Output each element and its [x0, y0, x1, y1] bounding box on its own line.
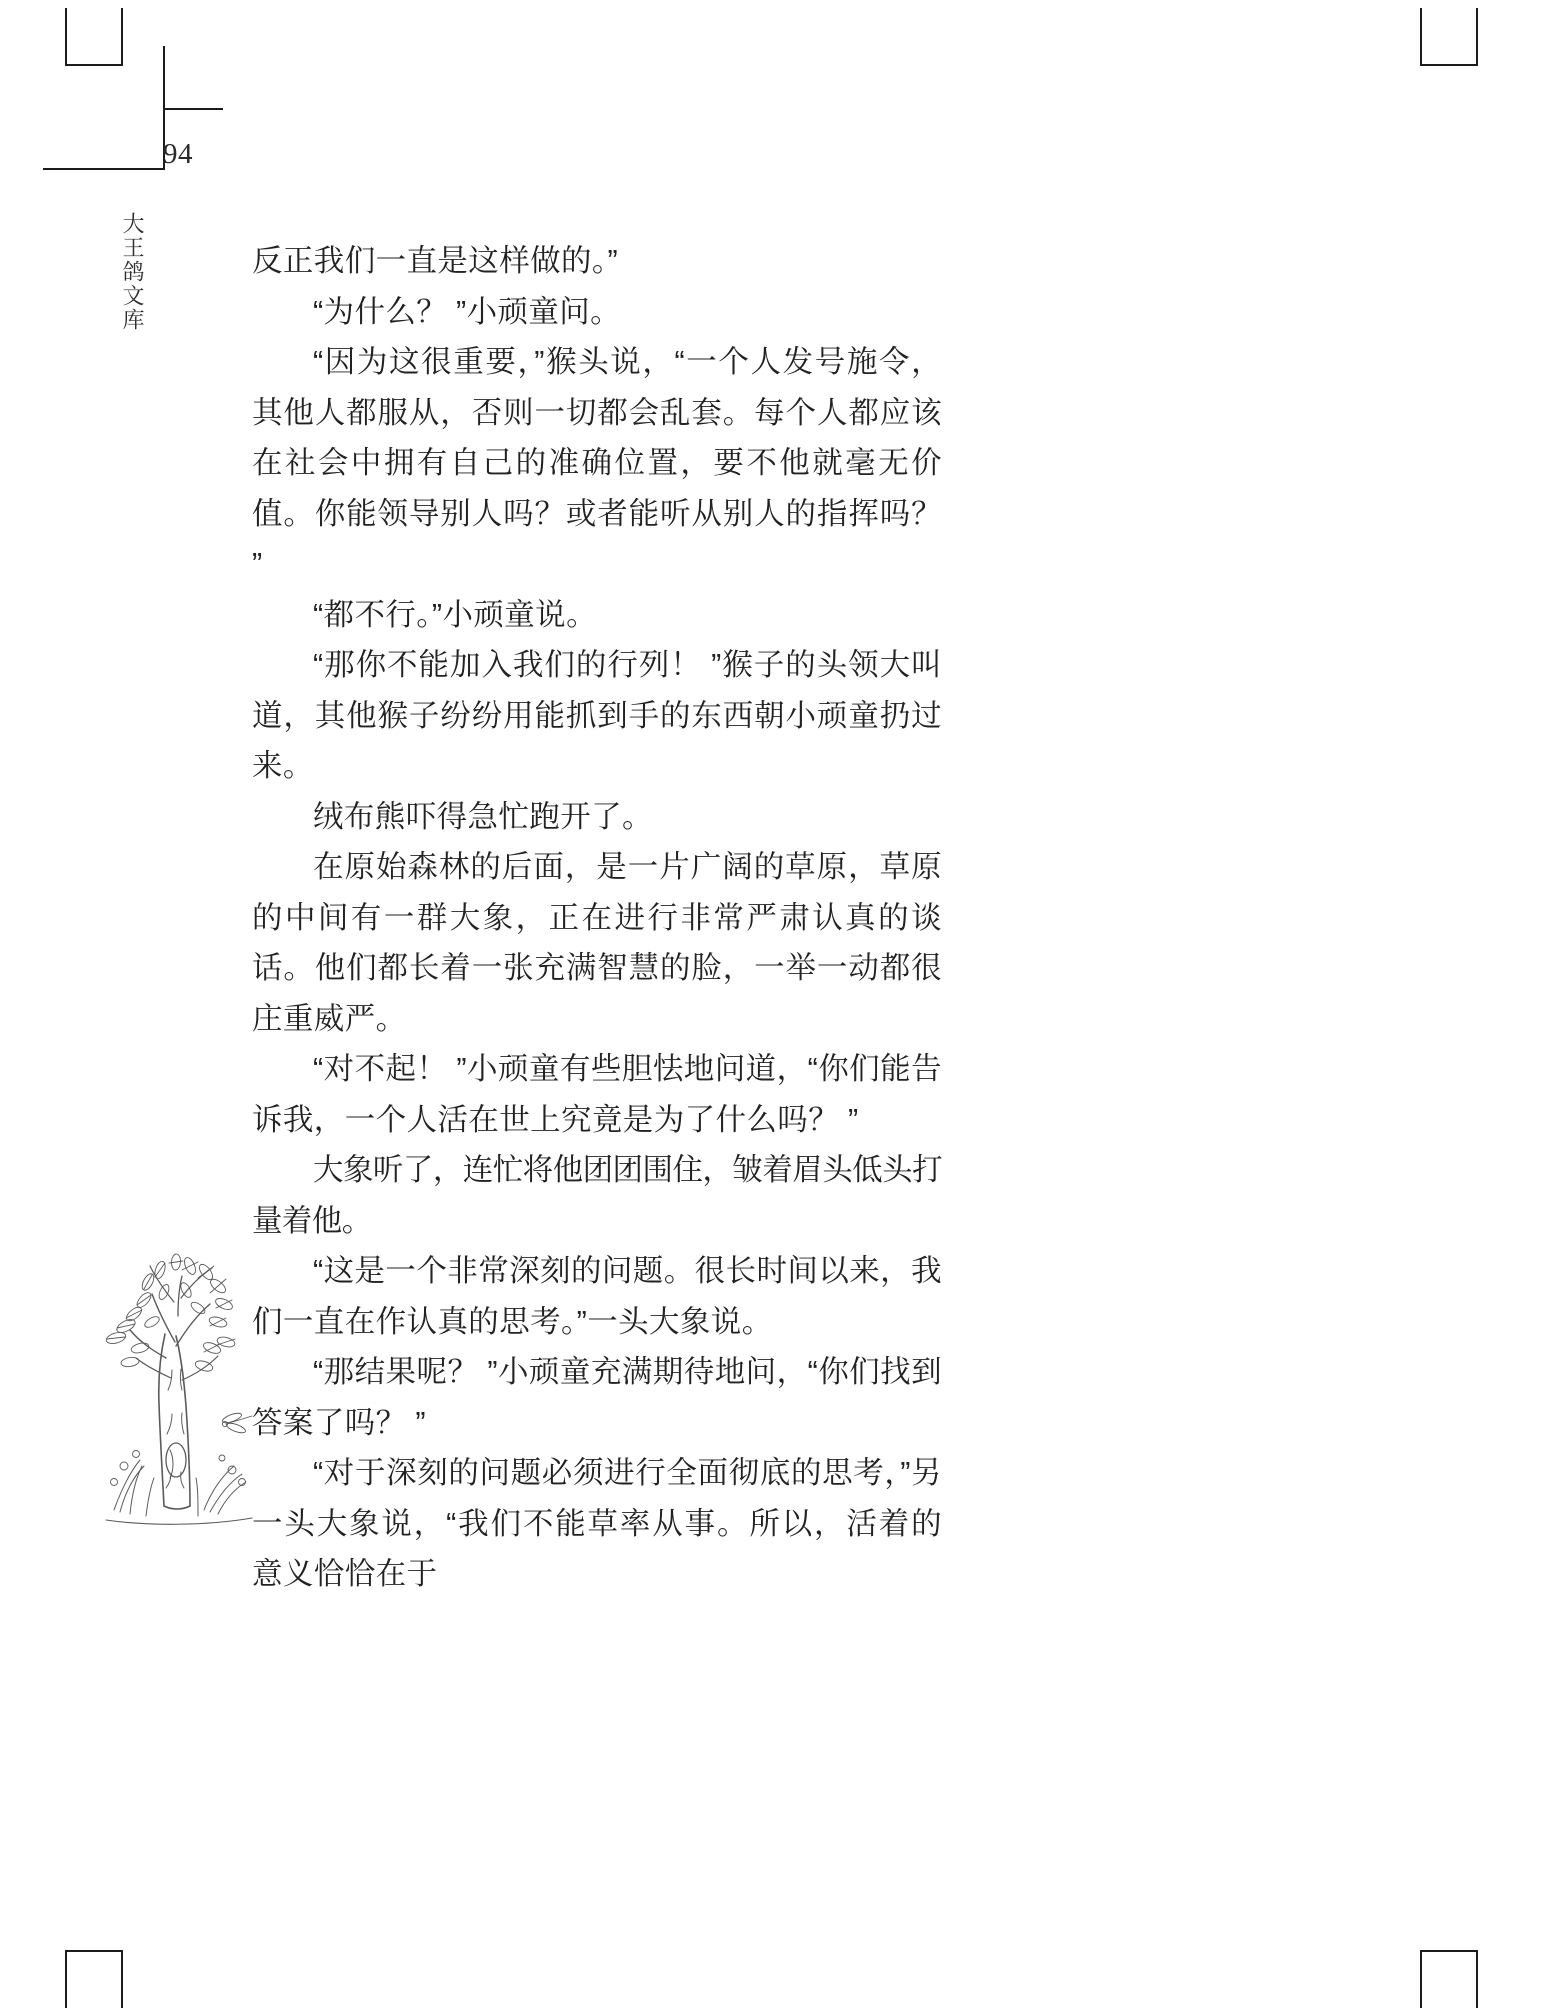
- crop-mark-bottom-left: [20, 1868, 200, 2008]
- paragraph: 绒布熊吓得急忙跑开了。: [313, 799, 653, 834]
- body-text-column: [252, 236, 942, 1600]
- paragraph: “都不行。”小顽童说。: [313, 597, 597, 632]
- paragraph: 在原始森林的后面，是一片广阔的草原，草原的中间有一群大象，正在进行非常严肃认真的谈话。他们都长着一张充满智慧的脸，一举一动都很庄重威严。: [252, 850, 942, 1036]
- paragraph: “为什么？ ”小顽童问。: [313, 294, 622, 329]
- tree-sketch-icon: [86, 1238, 276, 1538]
- dragonfly-icon: [221, 1411, 252, 1434]
- crop-mark-bottom-right: [1343, 1868, 1523, 2008]
- paragraph: “这是一个非常深刻的问题。很长时间以来，我们一直在作认真的思考。”一头大象说。: [252, 1254, 942, 1339]
- paragraph: “因为这很重要，”猴头说，“一个人发号施令，其他人都服从，否则一切都会乱套。每个人都应该在社会中拥有自己的准确位置，要不他就毫无价值。你能领导别人吗？或者能听从别人的指挥吗？ ”: [252, 345, 942, 581]
- crop-mark-top-right: [1343, 8, 1523, 188]
- paragraph: “那结果呢？ ”小顽童充满期待地问，“你们找到答案了吗？ ”: [252, 1355, 942, 1440]
- paragraph: “对不起！ ”小顽童有些胆怯地问道，“你们能告诉我，一个人活在世上究竟是为了什么吗？ ”: [252, 1052, 942, 1137]
- paragraph: 大象听了，连忙将他团团围住，皱着眉头低头打量着他。: [252, 1153, 942, 1238]
- paragraph: “对于深刻的问题必须进行全面彻底的思考，”另一头大象说，“我们不能草率从事。所以，活着的意义恰恰在于: [252, 1456, 942, 1591]
- paragraph: “那你不能加入我们的行列！ ”猴子的头领大叫道，其他猴子纷纷用能抓到手的东西朝小顽童扔过来。: [252, 648, 942, 783]
- page-number: 94: [163, 138, 193, 170]
- running-head: 大王鸽文库: [120, 212, 145, 332]
- tree-illustration: [86, 1238, 276, 1538]
- paragraph: 反正我们一直是这样做的。”: [252, 244, 619, 278]
